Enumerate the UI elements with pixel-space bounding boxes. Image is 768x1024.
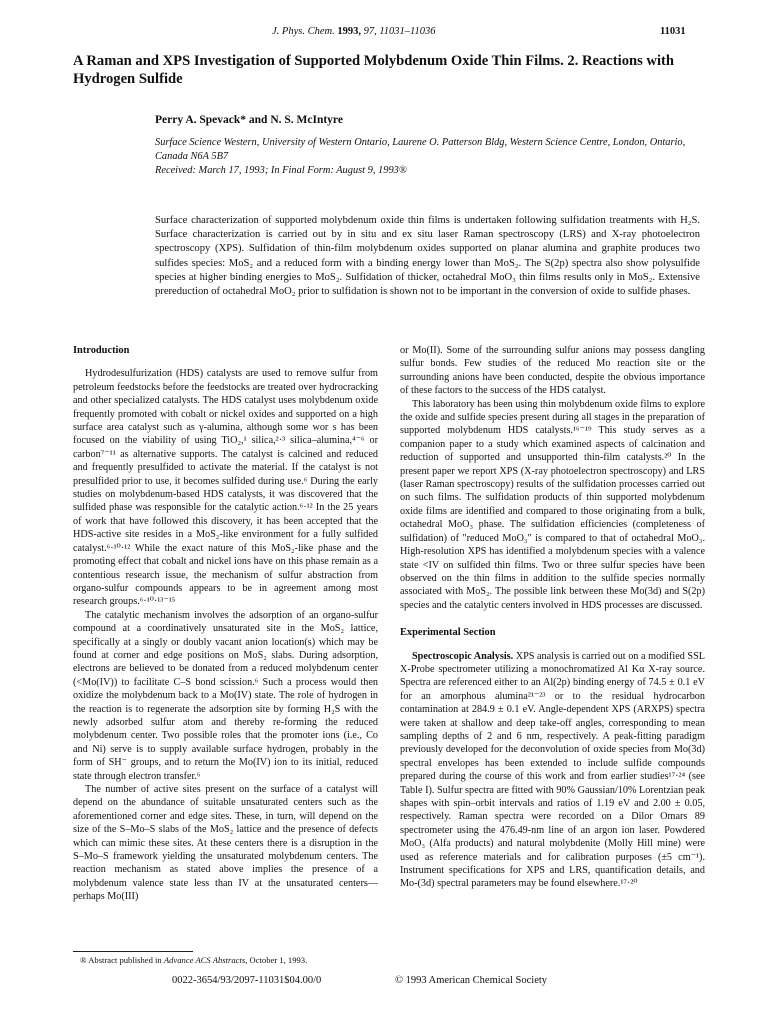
issn-code: 0022-3654/93/2097-11031$04.00/0	[172, 975, 322, 986]
journal-volume-pages: 97, 11031–11036	[363, 26, 436, 37]
body-paragraph: The catalytic mechanism involves the adsorption of an organo-sulfur compound at a coordinatively unsaturated site in the MoS₂ lattice, specifically at a singly or doubly vacant anion location(s) which may be found at corner and edge positions on MoS₂ slabs. During adsorption, electrons are believed to be donated from a reduced molybdenum center (<Mo(IV)) to facilitate C–S bond scission.⁶ Such a process would then oxidize the molybdenum back to a Mo(IV) state. The role of hydrogen in the reaction is to regenerate the adsorption site by forming H₂S with the newly adsorbed sulfur atom and thereby re-forming the reduced molybdenum center. Two possible roles that the promoter ions (i.e., Co and Ni) serve is to supply available surface hydrogen, probably in the form of SH⁻ groups, and to return the Mo(IV) ion to its initial, reduced state through electron transfer.⁶	[73, 609, 378, 782]
footnote-divider	[73, 951, 193, 952]
section-heading-experimental: Experimental Section	[400, 627, 496, 639]
author-affiliation: Surface Science Western, University of Western Ontario, Laurene O. Patterson Bldg, Western Science Centre, London, Ontario, Canada N6A 5B7	[155, 137, 686, 162]
journal-year: 1993,	[337, 26, 361, 37]
author-list: Perry A. Spevack* and N. S. McIntyre	[155, 114, 343, 126]
body-paragraph: or Mo(II). Some of the surrounding sulfur anions may possess dangling sulfur bonds. Few studies of the reduced Mo reaction site or the surrounding anions have been conducted, despite the obvious importance of these factors to the success of the HDS catalyst.	[400, 345, 705, 397]
subsection-heading: Spectroscopic Analysis.	[412, 650, 514, 662]
body-paragraph: This laboratory has been using thin molybdenum oxide films to explore the oxide and sulfide species present during all stages in the preparation of supported molybdenum HDS catalysts.¹⁶⁻¹⁹ This study serves as a companion paper to a study which examined aspects of calcination and reduction of supported and unsupported thin-film catalysts.²⁰ In the present paper we report XPS (X-ray photoelectron spectroscopy) and LRS (laser Raman spectroscopy) results of the sulfidation processes carried out on such films. The sulfidation products of thin supported molybdenum oxide films are identified and compared to those originating from a bulk, octahedral MoO₃ phase. The sulfidation efficiencies (completeness of sulfidation) of "reduced MoO₃" is compared to that of octahedral MoO₃. High-resolution XPS has identified a molybdenum species with a valence state <IV on sulfided thin films. Two or three sulfur species have been observed on the thin films in addition to the sulfide species normally associated with MoS₂. The possible link between these Mo(3d) and S(2p) species and the catalytic centers involved in HDS processes are discussed.	[400, 398, 705, 611]
section-heading-introduction: Introduction	[73, 345, 130, 356]
received-dates: Received: March 17, 1993; In Final Form: August 9, 1993®	[155, 165, 407, 176]
body-paragraph: Hydrodesulfurization (HDS) catalysts are used to remove sulfur from petroleum feedstocks before the feedstocks are treated over hydrocracking and other specialized catalysts. The HDS catalyst uses molybdenum oxide frequently promoted with cobalt or nickel oxides and supported on a high surface area catalyst such as γ-alumina, although some wor s has been focused on the viability of using TiO₂,¹ silica,²·³ silica–alumina,⁴⁻⁶ or carbon⁷⁻¹¹ as alternative supports. The catalyst is calcined and reduced and frequently presulfided to activate the material. If the catalyst is not presulfided prior to use, it becomes sulfided during use.⁶ During the early studies on molybdenum-based HDS catalysts, it was discovered that the sulfided phase was responsible for the catalytic action.⁶·¹² In the 25 years of work that have followed this discovery, it has been accepted that the HDS-active site resides in a MoS₂-like environment for a fully sulfided catalyst.⁶·¹⁰·¹² While the exact nature of this MoS₂-like phase and the promoting effect that cobalt and nickel ions have on this phase remain as a contentious research issue, the mechanism of sulfur abstraction from organo-sulfur compounds appears to be in agreement among most research groups.⁶·¹⁰·¹³⁻¹⁵	[73, 368, 378, 608]
body-paragraph: The number of active sites present on the surface of a catalyst will depend on the abundance of suitable unsaturated centers such as the aforementioned corner and edge sites. These, in turn, will depend on the size of the S–Mo–S slabs of the MoS₂ lattice and the presence of defects which can mimic these sites. At these centers there is a disruption in the S–Mo–S framework yielding the unsaturated molybdenum centers. The reaction mechanism as stated above implies the presence of a molybdenum valence state less than IV at the unsaturated centers—perhaps Mo(III)	[73, 784, 378, 903]
body-paragraph: Spectroscopic Analysis. XPS analysis is carried out on a modified SSL X-Probe spectrometer utilizing a monochromatized Al Kα X-ray source. Spectra are referenced either to an Al(2p) binding energy of 74.5 ± 0.1 eV for an amorphous alumina²¹⁻²³ or to the residual hydrocarbon contamination at 284.9 ± 0.1 eV. Angle-dependent XPS (ARXPS) spectra were taken at shallow and deep take-off angles, corresponding to mean sampling depths of 2 and 6 nm, respectively. A peak-fitting paradigm previously developed for the deconvolution of oxide species from Mo(3d) spectral envelopes has been extended to include sulfide compounds prepared during the course of this work and from earlier studies¹⁷·²⁴ (see Table I). Sulfur spectra are fitted with 90% Gaussian/10% Lorentzian peak shapes with spin–orbit intervals and ratios of 1.19 eV and 2.00 ± 0.05, respectively. Raman spectra were recorded on a Dilor Omars 89 spectrometer using the 476.49-nm line of an argon ion laser. Powdered MoO₃ (Alfa products) and natural molybdenite (Molly Hill mine) were used as reference materials and for calibration purposes (±5 cm⁻¹). Instrument specifications for XPS and LRS, quantification details, and Mo-(3d) spectral parameters may be found elsewhere.¹⁷·²⁰	[400, 650, 705, 890]
page-number: 11031	[660, 26, 686, 37]
abstract: Surface characterization of supported molybdenum oxide thin films is undertaken following sulfidation treatments with H₂S. Surface characterization is carried out by in situ and ex situ laser Raman spectroscopy (LRS) and X-ray photoelectron spectroscopy (XPS). Sulfidation of thin-film molybdenum oxides supported on planar alumina and graphite produces two sulfides species: MoS₂ and a reduced form with a binding energy lower than MoS₂. The S(2p) spectra also show polysulfide species at higher binding energies to MoS₂. Sulfidation of thicker, octahedral MoO₃ thin films results only in MoS₂. Extensive prereduction of octahedral MoO₂ prior to sulfidation is shown not to be important in the conversion of oxide to sulfide phases.	[155, 215, 700, 298]
right-column	[400, 344, 705, 891]
running-header	[0, 26, 768, 42]
footnote-source: Advance ACS Abstracts,	[163, 955, 248, 965]
footnote: ® Abstract published in Advance ACS Abstracts, October 1, 1993.	[80, 955, 308, 965]
left-column	[73, 344, 378, 904]
article-title: A Raman and XPS Investigation of Supported Molybdenum Oxide Thin Films. 2. Reactions with Hydrogen Sulfide	[73, 53, 675, 87]
journal-citation: J. Phys. Chem. 1993, 97, 11031–11036	[272, 26, 436, 37]
copyright-notice: © 1993 American Chemical Society	[395, 975, 548, 986]
